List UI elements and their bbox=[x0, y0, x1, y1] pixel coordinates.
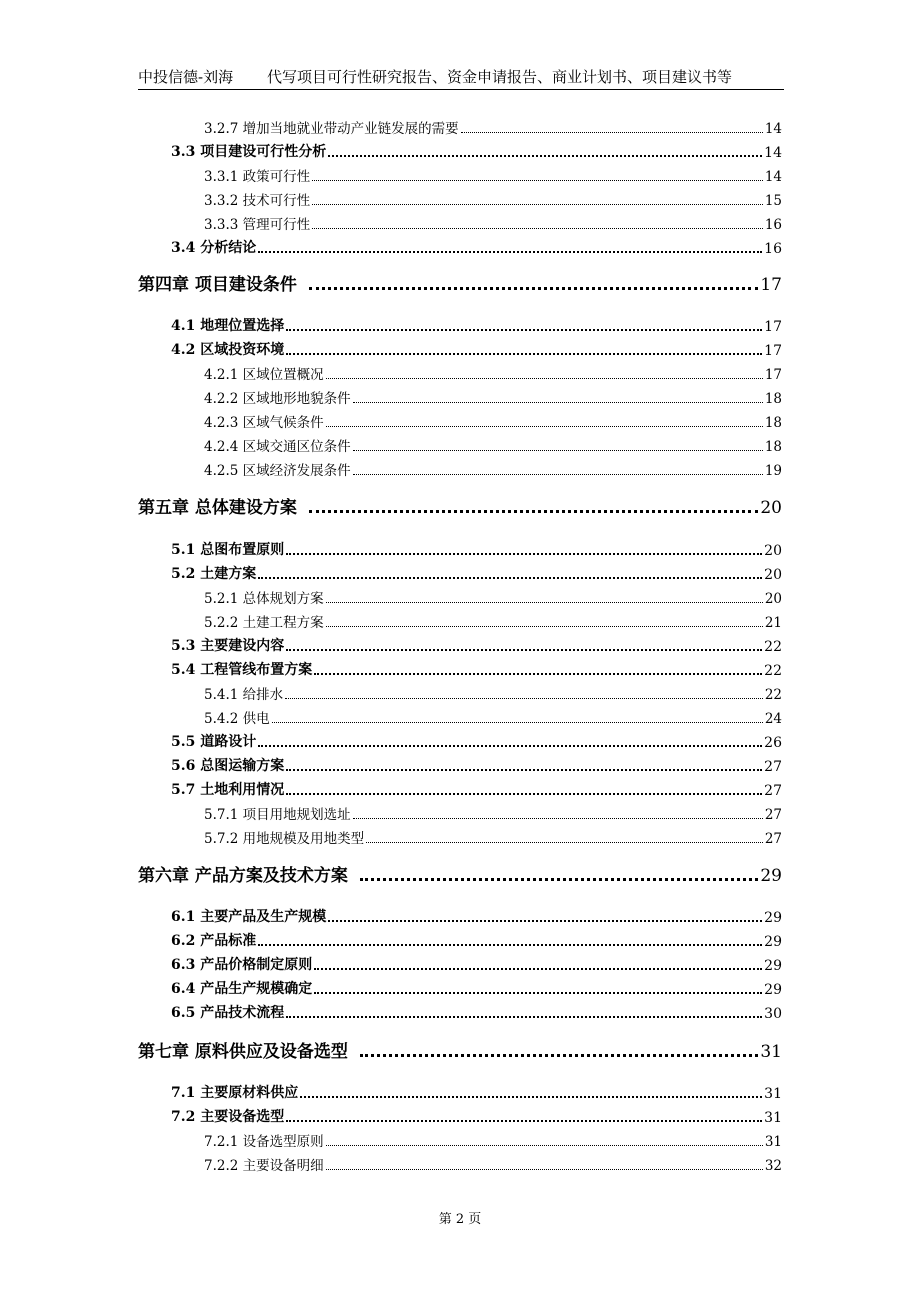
header-company: 中投信德-刘海 bbox=[138, 68, 234, 86]
toc-leader-dots bbox=[314, 968, 762, 970]
toc-entry-section bbox=[171, 337, 782, 359]
toc-entry-page: 20 bbox=[764, 543, 782, 559]
toc-entry-section bbox=[171, 928, 782, 950]
toc-entry-title: 4.2.1 区域位置概况 bbox=[204, 367, 324, 383]
toc-entry-title: 6.5 产品技术流程 bbox=[171, 1005, 285, 1021]
toc-entry-title: 第五章 总体建设方案 bbox=[138, 498, 297, 518]
toc-leader-dots bbox=[286, 793, 762, 795]
toc-entry-sub bbox=[204, 681, 782, 703]
toc-entry-page: 27 bbox=[764, 807, 782, 823]
toc-entry-page: 16 bbox=[764, 241, 782, 257]
toc-entry-page: 31 bbox=[764, 1086, 782, 1102]
toc-entry-sub bbox=[204, 801, 782, 823]
toc-entry-page: 29 bbox=[764, 934, 782, 950]
toc-entry-title: 5.7 土地利用情况 bbox=[171, 782, 285, 798]
toc-entry-title: 5.4.2 供电 bbox=[204, 711, 270, 727]
toc-entry-section bbox=[171, 139, 782, 161]
toc-leader-dots bbox=[353, 818, 763, 819]
toc-leader-dots bbox=[286, 769, 762, 771]
toc-leader-dots bbox=[326, 426, 763, 427]
toc-entry-title: 7.1 主要原材料供应 bbox=[171, 1085, 299, 1101]
toc-entry-page: 22 bbox=[764, 663, 782, 679]
toc-entry-title: 4.2.3 区域气候条件 bbox=[204, 415, 324, 431]
toc-entry-title: 4.2.2 区域地形地貌条件 bbox=[204, 391, 351, 407]
toc-entry-page: 18 bbox=[764, 439, 782, 455]
toc-entry-page: 32 bbox=[764, 1158, 782, 1174]
toc-entry-section bbox=[171, 1104, 782, 1126]
toc-entry-sub bbox=[204, 1152, 782, 1174]
toc-leader-dots bbox=[258, 577, 762, 579]
toc-entry-page: 17 bbox=[764, 319, 782, 335]
toc-entry-page: 19 bbox=[764, 463, 782, 479]
toc-entry-title: 6.3 产品价格制定原则 bbox=[171, 957, 313, 973]
toc-leader-dots bbox=[286, 649, 762, 651]
toc-entry-page: 15 bbox=[764, 193, 782, 209]
toc-entry-chapter bbox=[138, 860, 782, 886]
toc-entry-title: 4.2.4 区域交通区位条件 bbox=[204, 439, 351, 455]
toc-entry-page: 31 bbox=[764, 1134, 782, 1150]
toc-entry-section bbox=[171, 952, 782, 974]
toc-leader-dots bbox=[328, 155, 762, 157]
toc-entry-title: 3.3.1 政策可行性 bbox=[204, 169, 311, 185]
toc-entry-page: 26 bbox=[764, 735, 782, 751]
toc-entry-page: 14 bbox=[764, 145, 782, 161]
toc-leader-dots bbox=[286, 1120, 762, 1122]
toc-leader-dots bbox=[286, 329, 762, 331]
toc-entry-title: 3.3.3 管理可行性 bbox=[204, 217, 311, 233]
toc-leader-dots bbox=[258, 251, 762, 253]
toc-leader-dots bbox=[353, 474, 763, 475]
toc-entry-section bbox=[171, 777, 782, 799]
toc-entry-page: 22 bbox=[764, 687, 782, 703]
toc-entry-title: 6.4 产品生产规模确定 bbox=[171, 981, 313, 997]
toc-leader-dots bbox=[360, 878, 758, 881]
toc-entry-sub bbox=[204, 115, 782, 137]
toc-leader-dots bbox=[314, 673, 762, 675]
toc-entry-page: 18 bbox=[764, 391, 782, 407]
toc-leader-dots bbox=[461, 132, 763, 133]
page-number: 第 2 页 bbox=[438, 1212, 482, 1227]
toc-entry-sub bbox=[204, 585, 782, 607]
toc-entry-title: 3.3 项目建设可行性分析 bbox=[171, 144, 327, 160]
toc-entry-title: 3.4 分析结论 bbox=[171, 240, 257, 256]
toc-leader-dots bbox=[285, 698, 763, 699]
toc-entry-title: 3.2.7 增加当地就业带动产业链发展的需要 bbox=[204, 121, 459, 137]
toc-entry-page: 21 bbox=[764, 615, 782, 631]
toc-leader-dots bbox=[286, 353, 762, 355]
toc-entry-page: 27 bbox=[764, 783, 782, 799]
toc-entry-section bbox=[171, 537, 782, 559]
toc-entry-section bbox=[171, 1080, 782, 1102]
toc-leader-dots bbox=[353, 450, 763, 451]
toc-entry-page: 20 bbox=[764, 591, 782, 607]
toc-entry-page: 27 bbox=[764, 759, 782, 775]
toc-entry-title: 7.2 主要设备选型 bbox=[171, 1109, 285, 1125]
toc-entry-sub bbox=[204, 211, 782, 233]
toc-entry-chapter bbox=[138, 492, 782, 518]
toc-entry-sub bbox=[204, 361, 782, 383]
toc-entry-title: 第七章 原料供应及设备选型 bbox=[138, 1042, 348, 1062]
toc-entry-page: 29 bbox=[764, 982, 782, 998]
toc-entry-page: 22 bbox=[764, 639, 782, 655]
toc-entry-section bbox=[171, 753, 782, 775]
toc-entry-title: 6.2 产品标准 bbox=[171, 933, 257, 949]
toc-entry-title: 6.1 主要产品及生产规模 bbox=[171, 909, 327, 925]
toc-entry-page: 14 bbox=[764, 169, 782, 185]
toc-entry-page: 20 bbox=[760, 498, 782, 518]
toc-entry-sub bbox=[204, 187, 782, 209]
toc-entry-page: 16 bbox=[764, 217, 782, 233]
toc-entry-page: 31 bbox=[764, 1110, 782, 1126]
header-services: 代写项目可行性研究报告、资金申请报告、商业计划书、项目建议书等 bbox=[267, 68, 733, 86]
toc-entry-sub bbox=[204, 609, 782, 631]
toc-leader-dots bbox=[366, 842, 763, 843]
toc-entry-page: 14 bbox=[764, 121, 782, 137]
toc-leader-dots bbox=[328, 920, 762, 922]
toc-entry-page: 30 bbox=[764, 1006, 782, 1022]
toc-entry-page: 29 bbox=[764, 958, 782, 974]
toc-entry-sub bbox=[204, 385, 782, 407]
toc-entry-sub bbox=[204, 433, 782, 455]
toc-leader-dots bbox=[326, 378, 763, 379]
toc-entry-page: 18 bbox=[764, 415, 782, 431]
toc-entry-sub bbox=[204, 705, 782, 727]
toc-entry-title: 5.3 主要建设内容 bbox=[171, 638, 285, 654]
toc-entry-title: 第四章 项目建设条件 bbox=[138, 275, 297, 295]
toc-entry-sub bbox=[204, 1128, 782, 1150]
toc-entry-sub bbox=[204, 163, 782, 185]
toc-entry-section bbox=[171, 313, 782, 335]
toc-leader-dots bbox=[309, 287, 758, 290]
toc-entry-sub bbox=[204, 825, 782, 847]
toc-entry-section bbox=[171, 729, 782, 751]
toc-entry-page: 27 bbox=[764, 831, 782, 847]
toc-entry-sub bbox=[204, 409, 782, 431]
toc-leader-dots bbox=[309, 510, 758, 513]
toc-entry-title: 5.7.1 项目用地规划选址 bbox=[204, 807, 351, 823]
toc-leader-dots bbox=[312, 228, 763, 229]
toc-entry-section bbox=[171, 561, 782, 583]
toc-entry-title: 4.2 区域投资环境 bbox=[171, 342, 285, 358]
toc-leader-dots bbox=[258, 745, 762, 747]
toc-leader-dots bbox=[258, 944, 762, 946]
toc-entry-sub bbox=[204, 457, 782, 479]
toc-leader-dots bbox=[326, 602, 763, 603]
toc-entry-section bbox=[171, 1000, 782, 1022]
toc-entry-section bbox=[171, 235, 782, 257]
toc-entry-page: 29 bbox=[760, 866, 782, 886]
toc-entry-chapter bbox=[138, 269, 782, 295]
toc-leader-dots bbox=[300, 1096, 762, 1098]
toc-leader-dots bbox=[312, 204, 763, 205]
toc-entry-title: 5.2 土建方案 bbox=[171, 566, 257, 582]
toc-entry-title: 7.2.1 设备选型原则 bbox=[204, 1134, 324, 1150]
toc-entry-title: 5.1 总图布置原则 bbox=[171, 542, 285, 558]
toc-leader-dots bbox=[353, 402, 763, 403]
toc-entry-title: 5.7.2 用地规模及用地类型 bbox=[204, 831, 365, 847]
toc-entry-section bbox=[171, 657, 782, 679]
toc-leader-dots bbox=[272, 722, 763, 723]
toc-entry-title: 7.2.2 主要设备明细 bbox=[204, 1158, 324, 1174]
toc-entry-section bbox=[171, 633, 782, 655]
toc-entry-title: 4.1 地理位置选择 bbox=[171, 318, 285, 334]
toc-entry-page: 17 bbox=[764, 343, 782, 359]
toc-entry-title: 5.6 总图运输方案 bbox=[171, 758, 285, 774]
toc-entry-chapter bbox=[138, 1036, 782, 1062]
toc-leader-dots bbox=[312, 180, 763, 181]
toc-entry-title: 5.4.1 给排水 bbox=[204, 687, 284, 703]
toc-leader-dots bbox=[360, 1054, 758, 1057]
toc-entry-title: 5.4 工程管线布置方案 bbox=[171, 662, 313, 678]
toc-entry-page: 17 bbox=[764, 367, 782, 383]
toc-leader-dots bbox=[326, 1145, 763, 1146]
toc-leader-dots bbox=[314, 992, 762, 994]
toc-entry-title: 5.5 道路设计 bbox=[171, 734, 257, 750]
toc-leader-dots bbox=[326, 1169, 763, 1170]
toc-entry-page: 29 bbox=[764, 910, 782, 926]
toc-leader-dots bbox=[326, 626, 763, 627]
toc-entry-title: 3.3.2 技术可行性 bbox=[204, 193, 311, 209]
toc-entry-page: 24 bbox=[764, 711, 782, 727]
toc-entry-title: 5.2.2 土建工程方案 bbox=[204, 615, 324, 631]
toc-entry-page: 31 bbox=[760, 1042, 782, 1062]
toc-entry-title: 5.2.1 总体规划方案 bbox=[204, 591, 324, 607]
toc-entry-section bbox=[171, 976, 782, 998]
toc-entry-title: 4.2.5 区域经济发展条件 bbox=[204, 463, 351, 479]
toc-entry-page: 17 bbox=[760, 275, 782, 295]
toc-leader-dots bbox=[286, 1016, 762, 1018]
toc-entry-section bbox=[171, 904, 782, 926]
toc-leader-dots bbox=[286, 553, 762, 555]
toc-entry-page: 20 bbox=[764, 567, 782, 583]
toc-entry-title: 第六章 产品方案及技术方案 bbox=[138, 866, 348, 886]
